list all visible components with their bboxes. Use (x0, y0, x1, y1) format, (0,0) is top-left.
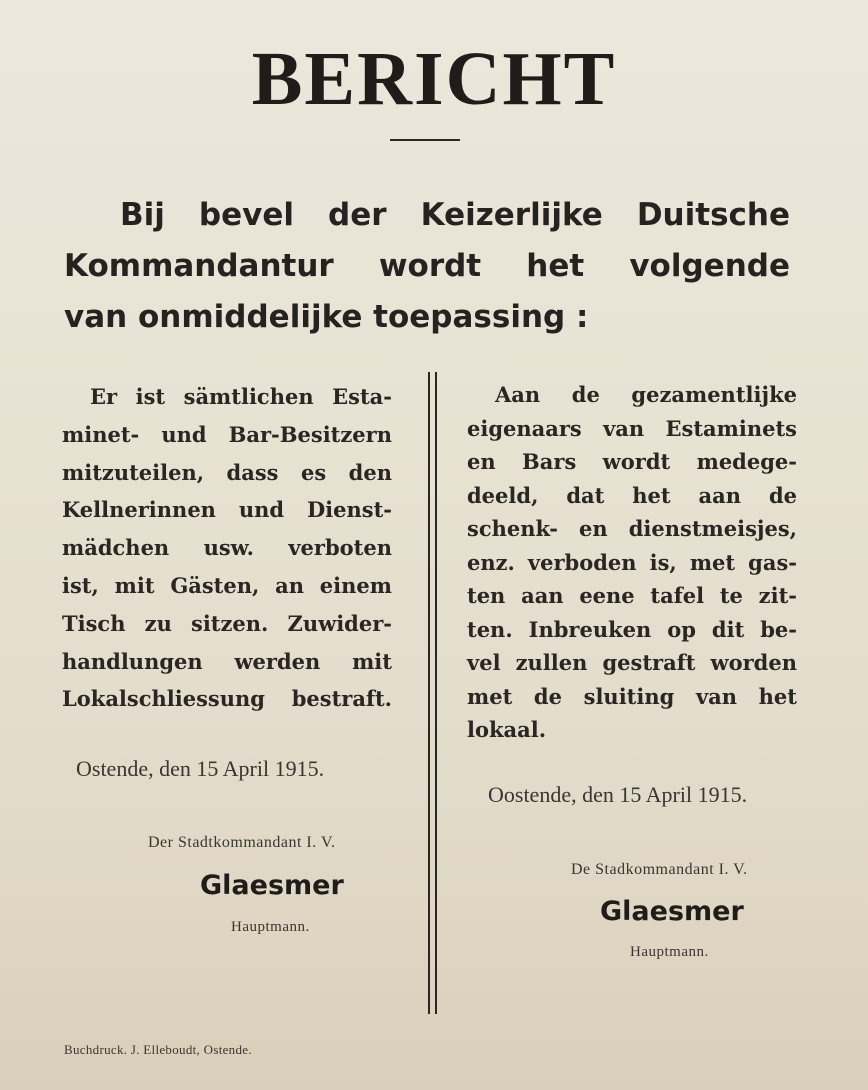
dutch-line: enz. verboden is, met gas- (467, 549, 797, 575)
german-line: mitzuteilen, dass es den (62, 459, 392, 485)
dutch-line: vel zullen gestraft worden (467, 650, 797, 675)
dutch-column (467, 378, 797, 747)
german-line: mädchen usw. verboten (62, 535, 392, 561)
dutch-line: en Bars wordt medege- (467, 449, 797, 474)
dutch-signer-name: Glaesmer (600, 896, 744, 927)
german-signer-name: Glaesmer (200, 870, 344, 901)
dutch-line: lokaal. (467, 717, 547, 742)
title-rule (390, 139, 460, 141)
german-paragraph (62, 378, 392, 718)
german-line: ist, mit Gästen, an einem (62, 572, 392, 598)
dutch-line: met de sluiting van het (467, 683, 797, 709)
dutch-line: ten aan eene tafel te zit- (467, 583, 797, 608)
dutch-paragraph (467, 378, 797, 747)
intro-line-1: Bij bevel der Keizerlijke Duitsche (120, 197, 790, 233)
dutch-line: ten. Inbreuken op dit be- (467, 616, 797, 642)
german-line: Tisch zu sitzen. Zuwider- (62, 610, 392, 636)
german-column (62, 378, 392, 718)
printer-imprint: Buchdruck. J. Elleboudt, Ostende. (64, 1042, 252, 1057)
dutch-line: eigenaars van Estaminets (467, 415, 797, 441)
intro-line-2: Kommandantur wordt het volgende (64, 248, 790, 284)
german-signer-rank: Hauptmann. (231, 919, 310, 935)
column-divider (428, 372, 437, 1014)
dutch-signer-title: De Stadkommandant I. V. (571, 861, 748, 878)
dutch-line: deeld, dat het aan de (467, 482, 797, 508)
german-line: Kellnerinnen und Dienst- (62, 497, 392, 523)
dutch-date: Oostende, den 15 April 1915. (488, 782, 748, 807)
dutch-line: schenk- en dienstmeisjes, (467, 516, 797, 541)
german-date: Ostende, den 15 April 1915. (76, 756, 325, 781)
dutch-signer-rank: Hauptmann. (630, 944, 709, 960)
german-line: handlungen werden mit (62, 648, 392, 674)
german-signer-title: Der Stadtkommandant I. V. (148, 834, 336, 851)
dutch-line: Aan de gezamentlijke (495, 382, 797, 407)
intro-line-3: van onmiddelijke toepassing : (64, 299, 589, 335)
german-line: Er ist sämtlichen Esta- (90, 384, 392, 409)
german-line: Lokalschliessung bestraft. (62, 686, 392, 712)
poster-title: BERICHT (251, 37, 617, 121)
intro-text (64, 190, 790, 343)
german-line: minet- und Bar-Besitzern (62, 421, 392, 447)
